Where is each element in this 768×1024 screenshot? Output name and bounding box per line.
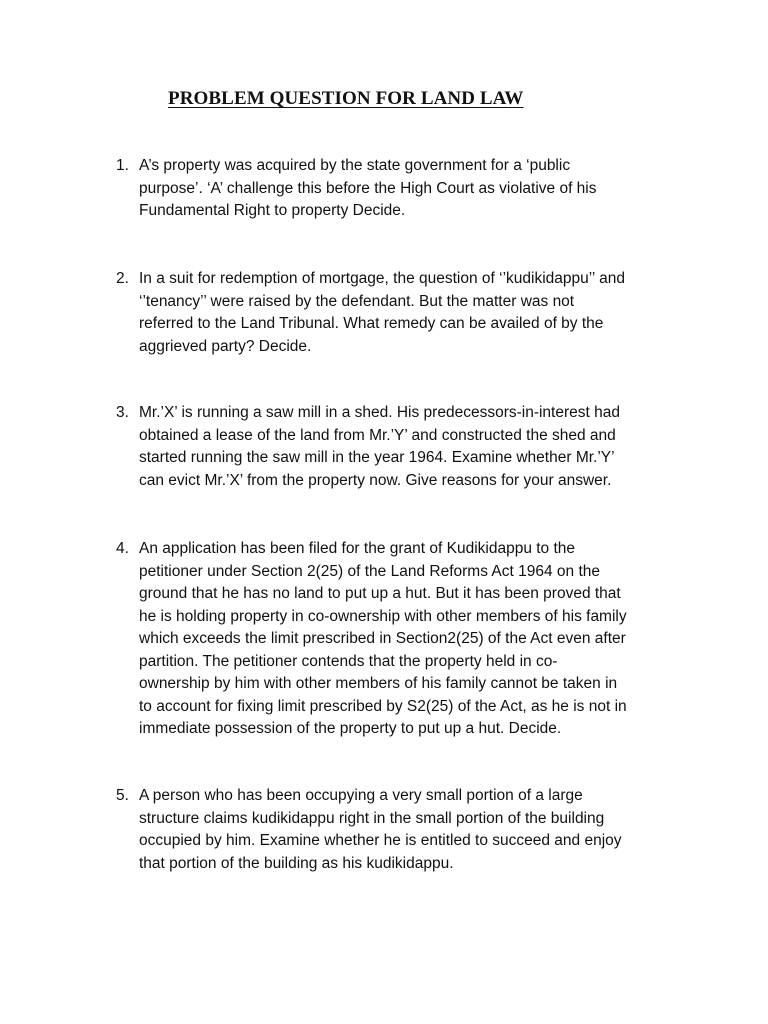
question-line: ‘’tenancy’’ were raised by the defendant. But the matter was not bbox=[139, 292, 575, 310]
question-number: 2. bbox=[116, 270, 129, 287]
question-number: 3. bbox=[116, 404, 129, 421]
question-line: can evict Mr.’X’ from the property now. Give reasons for your answer. bbox=[139, 471, 612, 489]
question-line: ground that he has no land to put up a hut. But it has been proved that bbox=[139, 585, 621, 602]
question-line: referred to the Land Tribunal. What remedy can be availed of by the bbox=[139, 315, 604, 332]
question-line: Fundamental Right to property Decide. bbox=[139, 202, 406, 219]
question-line: partition. The petitioner contends that the property held in co- bbox=[139, 652, 558, 670]
question-text bbox=[139, 268, 684, 358]
question-text bbox=[139, 785, 684, 875]
question-line: aggrieved party? Decide. bbox=[139, 337, 312, 355]
question-line: obtained a lease of the land from Mr.’Y’ and constructed the shed and bbox=[139, 426, 616, 444]
page-title: PROBLEM QUESTION FOR LAND LAW bbox=[168, 88, 524, 109]
question-line: which exceeds the limit prescribed in Section2(25) of the Act even after bbox=[139, 630, 626, 647]
question-line: In a suit for redemption of mortgage, the question of ‘’kudikidappu’’ and bbox=[139, 270, 625, 287]
question-line: started running the saw mill in the year 1964. Examine whether Mr.’Y’ bbox=[139, 449, 615, 466]
question-number: 5. bbox=[116, 787, 129, 804]
question-line: petitioner under Section 2(25) of the Land Reforms Act 1964 on the bbox=[139, 562, 600, 580]
question-line: A person who has been occupying a very small portion of a large bbox=[139, 787, 583, 804]
question-line: purpose’. ‘A’ challenge this before the High Court as violative of his bbox=[139, 179, 597, 197]
question-text bbox=[139, 155, 684, 223]
question-text bbox=[139, 402, 684, 492]
question-line: to account for fixing limit prescribed by S2(25) of the Act, as he is not in bbox=[139, 697, 627, 715]
question-number: 4. bbox=[116, 540, 129, 557]
question-line: occupied by him. Examine whether he is entitled to succeed and enjoy bbox=[139, 832, 622, 849]
question-line: immediate possession of the property to put up a hut. Decide. bbox=[139, 720, 562, 737]
question-line: that portion of the building as his kudikidappu. bbox=[139, 854, 454, 872]
question-line: An application has been filed for the grant of Kudikidappu to the bbox=[139, 540, 576, 557]
question-line: structure claims kudikidappu right in the small portion of the building bbox=[139, 809, 605, 827]
question-line: ownership by him with other members of his family cannot be taken in bbox=[139, 675, 618, 692]
question-number: 1. bbox=[116, 157, 129, 174]
question-line: he is holding property in co-ownership with other members of his family bbox=[139, 607, 627, 625]
question-line: Mr.’X’ is running a saw mill in a shed. His predecessors-in-interest had bbox=[139, 404, 620, 421]
question-text bbox=[139, 538, 684, 741]
question-line: A’s property was acquired by the state government for a ‘public bbox=[139, 157, 571, 174]
